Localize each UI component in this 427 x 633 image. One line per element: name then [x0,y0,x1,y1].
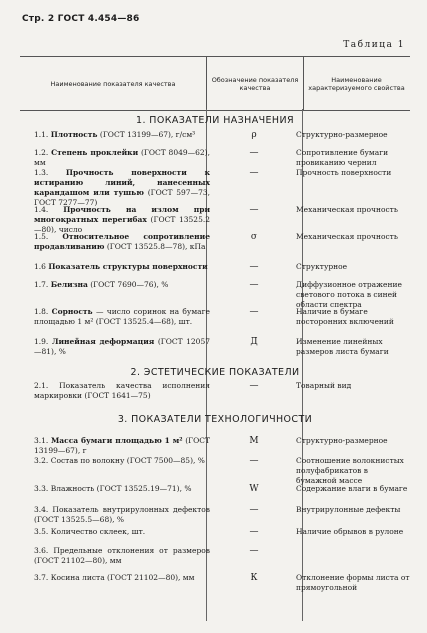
indicator-details: Предельные отклонения от размеров (ГОСТ 21102—80), мм [34,546,210,565]
indicator-title: Масса бумаги площадью 1 м² [50,436,183,445]
indicator-symbol: — [249,381,259,391]
indicator-symbol: ρ [251,130,257,140]
indicator-symbol: W [249,484,259,494]
column-header-symbol: Обозначение показателя качества [206,57,304,110]
indicator-number: 1.2. [34,148,52,157]
indicator-details: (ГОСТ 597—73, ГОСТ 7277—77) [34,188,210,207]
indicator-title: Плотность [50,130,98,139]
indicator-name [34,436,210,456]
indicator-symbol: — [249,280,259,290]
indicator-name [34,527,210,537]
characteristic: Структурно-размерное [296,130,388,139]
characteristic: Товарный вид [296,381,352,390]
indicator-name [34,484,210,494]
indicator-symbol: — [249,262,259,272]
indicator-number: 3.7. [34,573,51,582]
characteristic: Внутрирулонные дефекты [296,505,401,514]
characteristic: Изменение линейных размеров листа бумаги [296,337,389,356]
characteristic: Диффузионное отражение светового потока в синей области спектра [296,280,402,309]
characteristic: Механическая прочность [296,205,398,214]
indicator-number: 1.4. [34,205,64,214]
indicator-symbol: — [249,168,259,178]
indicator-details: — число соринок на бумаге площадью 1 м² (ГОСТ 13525.4—68), шт. [34,307,210,326]
indicator-details: Состав по волокну (ГОСТ 7500—85), % [50,456,205,465]
characteristic: Структурное [296,262,348,271]
indicator-details: Показатель внутрирулонных дефектов (ГОСТ 13525.5—68), % [34,505,210,524]
indicator-name [34,148,210,168]
indicator-details: (ГОСТ 13525.2—80), число [34,215,210,234]
indicator-number: 3.3. [34,484,51,493]
indicator-details: Показатель качества исполнения маркировки (ГОСТ 1641—75) [34,381,210,400]
indicator-name [34,573,210,583]
column-divider-right [302,109,303,621]
indicator-name [34,262,210,272]
indicator-symbol: Д [250,337,258,347]
characteristic: Содержание влаги в бумаге [296,484,408,493]
indicator-number: 1.8. [34,307,52,316]
indicator-number: 3.6. [34,546,54,555]
indicator-title: Показатель структуры поверхности [48,262,208,271]
table-header [20,56,410,111]
indicator-name [34,337,210,357]
page-header: Стр. 2 ГОСТ 4.454—86 [22,14,140,24]
indicator-title: Белизна [50,280,88,289]
indicator-title: Линейная деформация [51,337,155,346]
section-title: 1. ПОКАЗАТЕЛИ НАЗНАЧЕНИЯ [136,115,294,126]
characteristic: Наличие обрывов в рулоне [296,527,404,536]
indicator-number: 3.4. [34,505,53,514]
characteristic: Соотношение волокнистых полуфабрикатов в бумажной массе [296,456,404,485]
indicator-title: Прочность на излом при многократных перегибах [34,205,211,224]
indicator-symbol: — [249,148,259,158]
indicator-name [34,307,210,327]
characteristic: Сопротивление бумаги провиканию чернил [296,148,389,167]
characteristic: Наличие в бумаге посторонних включений [296,307,394,326]
indicator-name [34,546,210,566]
indicator-symbol: σ [250,232,258,242]
indicator-symbol: — [249,546,259,556]
indicator-details: (ГОСТ 13199—67), г [34,436,210,455]
indicator-details: (ГОСТ 12057—81), % [34,337,210,356]
indicator-number: 2.1. [34,381,60,390]
indicator-name [34,232,210,252]
indicator-name [34,205,210,235]
indicator-symbol: М [249,436,259,446]
indicator-number: 1.7. [34,280,51,289]
indicator-number: 1.9. [34,337,52,346]
indicator-title: Сорность [51,307,93,316]
indicator-number: 3.2. [34,456,51,465]
indicator-name [34,130,210,140]
indicator-details: (ГОСТ 13525.8—78), кПа [104,242,206,251]
characteristic: Структурно-размерное [296,436,388,445]
indicator-name [34,168,210,208]
indicator-details: Количество склеек, шт. [50,527,146,536]
indicator-symbol: — [249,307,259,317]
indicator-details: (ГОСТ 8049—62), мм [34,148,210,167]
section-title: 2. ЭСТЕТИЧЕСКИЕ ПОКАЗАТЕЛИ [130,367,300,378]
indicator-details: Косина листа (ГОСТ 21102—80), мм [50,573,195,582]
indicator-number: 1.3. [34,168,66,177]
indicator-name [34,381,210,401]
indicator-number: 1.5. [34,232,63,241]
indicator-name [34,505,210,525]
indicator-title: Степень проклейки [51,148,139,157]
characteristic: Отклонение формы листа от прямоугольной [296,573,410,592]
indicator-number: 1.6 [34,262,49,271]
characteristic: Прочность поверхности [296,168,392,177]
indicator-title: Прочность поверхности к истиранию линий, нанесенных карандашом или тушью [34,168,210,197]
indicator-name [34,280,210,290]
column-header-characteristic: Наименование характеризуемого свойства [308,75,405,92]
indicator-symbol: — [249,456,259,466]
characteristic: Механическая прочность [296,232,398,241]
indicator-number: 3.1. [34,436,51,445]
indicator-name [34,456,210,466]
indicator-symbol: — [249,505,259,515]
column-header-name: Наименование показателя качества [50,79,176,88]
table-caption: Таблица 1 [343,40,405,50]
indicator-details: (ГОСТ 7690—76), % [87,280,169,289]
indicator-title: Относительное сопротивление продавливанию [34,232,210,251]
indicator-symbol: К [250,573,258,583]
indicator-details: Влажность (ГОСТ 13525.19—71), % [50,484,192,493]
indicator-number: 1.1. [34,130,51,139]
indicator-symbol: — [249,527,259,537]
indicator-number: 3.5. [34,527,51,536]
section-title: 3. ПОКАЗАТЕЛИ ТЕХНОЛОГИЧНОСТИ [117,414,313,425]
indicator-symbol: — [249,205,259,215]
indicator-details: (ГОСТ 13199—67), г/см³ [97,130,196,139]
